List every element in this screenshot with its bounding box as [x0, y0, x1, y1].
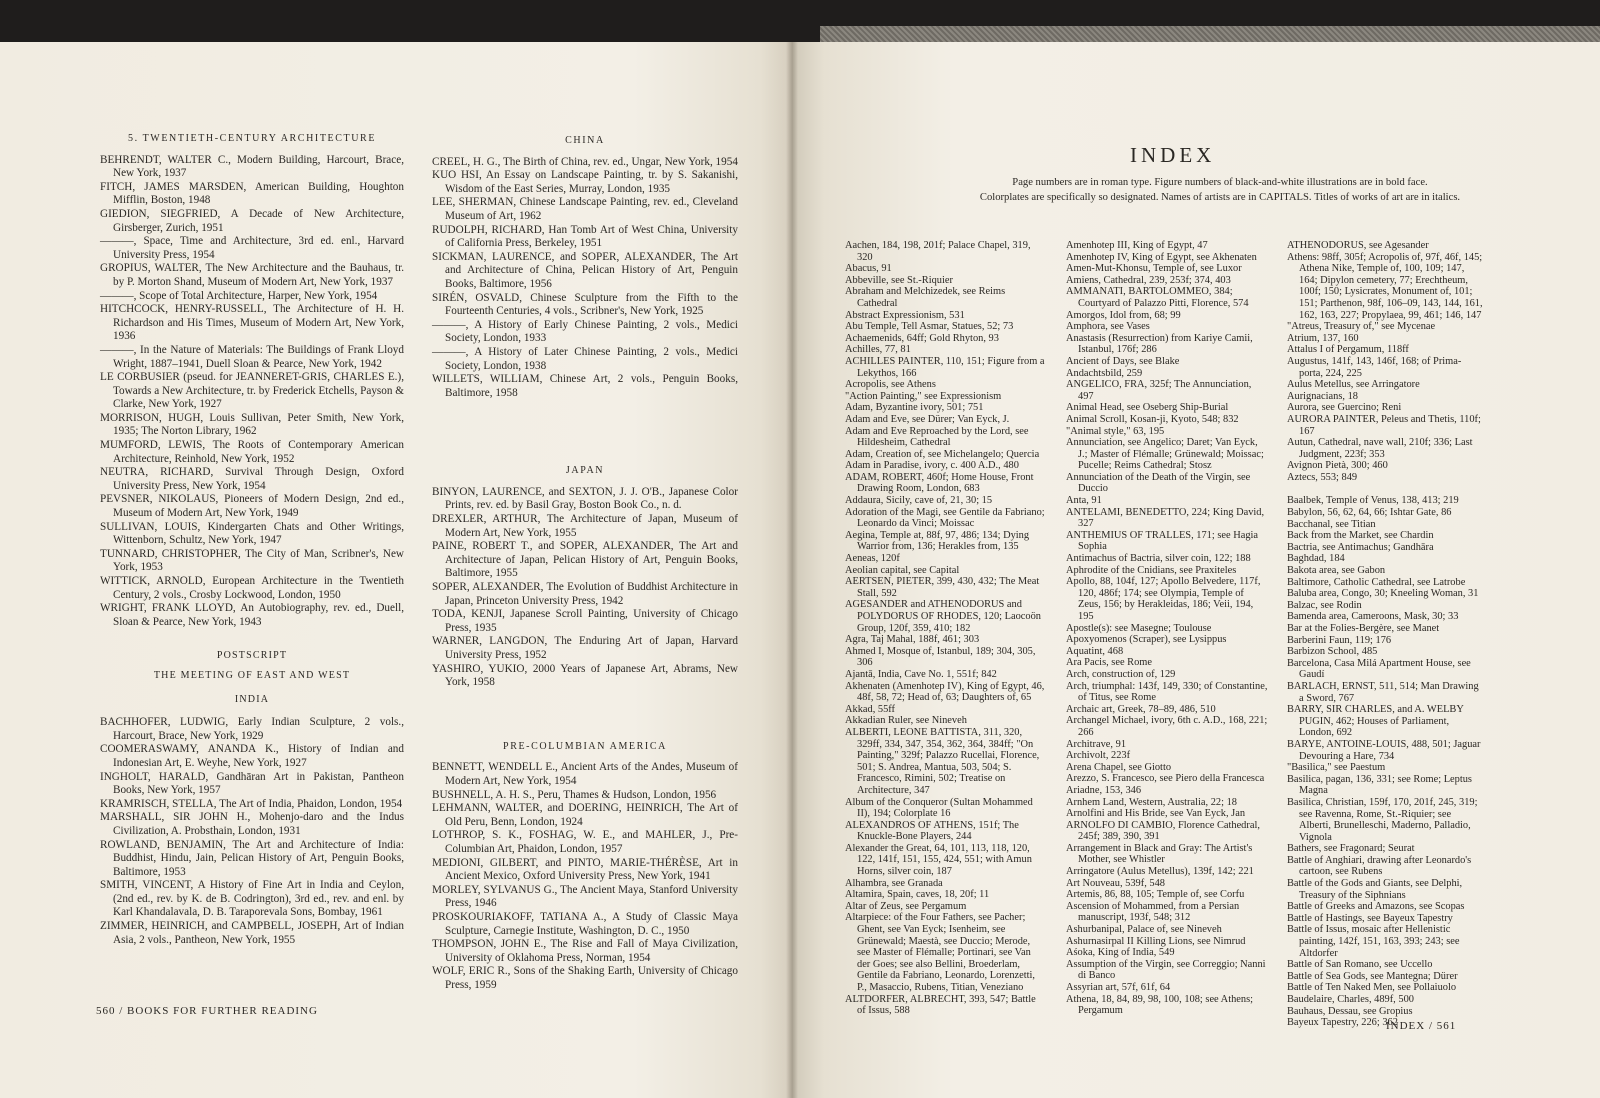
bibliography-entry: WRIGHT, FRANK LLOYD, An Autobiography, rev. ed., Duell, Sloan & Pearce, New York, 1943: [100, 602, 404, 628]
section-title-japan: JAPAN: [565, 465, 605, 477]
bibliography-entry: GIEDION, SIEGFRIED, A Decade of New Architecture, Girsberger, Zurich, 1951: [100, 207, 404, 234]
index-entry: Archivolt, 223f: [1066, 750, 1131, 762]
index-entry: ANTHEMIUS OF TRALLES, 171; see Hagia Sophia: [1066, 529, 1259, 553]
index-entry: Baalbek, Temple of Venus, 138, 413; 219: [1287, 495, 1459, 507]
index-entry: Apoxyomenos (Scraper), see Lysippus: [1066, 634, 1227, 646]
bibliography-entry: LEHMANN, WALTER, and DOERING, HEINRICH, The Art of Old Peru, Benn, London, 1924: [432, 802, 738, 828]
index-entry: Animal Head, see Oseberg Ship-Burial: [1066, 402, 1229, 414]
index-entry: Addaura, Sicily, cave of, 21, 30; 15: [845, 495, 993, 507]
index-entry: AMMANATI, BARTOLOMMEO, 384; Courtyard of Palazzo Pitti, Florence, 574: [1066, 286, 1249, 309]
index-entry: Anta, 91: [1066, 495, 1102, 507]
bibliography-entry: TUNNARD, CHRISTOPHER, The City of Man, Scribner's, New York, 1953: [100, 547, 404, 574]
index-entry: ATHENODORUS, see Agesander: [1287, 240, 1429, 251]
index-entry: Abacus, 91: [845, 263, 892, 275]
bibliography-entry: PAINE, ROBERT T., and SOPER, ALEXANDER, The Art and Architecture of Japan, Pelican History of Art, Penguin Books, Baltimore, 1955: [432, 540, 738, 580]
bibliography-entry: LE CORBUSIER (pseud. for JEANNERET-GRIS, CHARLES E.), Towards a New Architecture, tr. by Frederick Etchells, Payson & Clarke, New York, 1927: [100, 371, 404, 411]
bibliography-entry: MORLEY, SYLVANUS G., The Ancient Maya, Stanford University Press, 1946: [432, 883, 738, 910]
index-entry: Battle of Greeks and Amazons, see Scopas: [1287, 901, 1465, 913]
index-entry: ALTDORFER, ALBRECHT, 393, 547; Battle of Issus, 588: [845, 993, 1036, 1017]
index-entry: BARRY, SIR CHARLES, and A. WELBY PUGIN, 462; Houses of Parliament, London, 692: [1287, 704, 1464, 739]
index-entry: ACHILLES PAINTER, 110, 151; Figure from a Lekythos, 166: [845, 355, 1045, 379]
bibliography-entry: SULLIVAN, LOUIS, Kindergarten Chats and Other Writings, Wittenborn, Schultz, New York, 1947: [100, 520, 404, 547]
index-entry: Bakota area, see Gabon: [1287, 565, 1386, 577]
bibliography-entry: ROWLAND, BENJAMIN, The Art and Architecture of India: Buddhist, Hindu, Jain, Pelican History of Art, Penguin Books, Baltimore, 1953: [100, 838, 404, 878]
bibliography-list-india: [100, 716, 404, 947]
index-entry: Baghdad, 184: [1287, 553, 1345, 565]
bibliography-entry: TODA, KENJI, Japanese Scroll Painting, University of Chicago Press, 1935: [432, 608, 738, 634]
index-entry: Barbizon School, 485: [1287, 646, 1378, 658]
index-entry: Acropolis, see Athens: [845, 379, 936, 391]
index-entry: Adam, Byzantine ivory, 501; 751: [845, 402, 984, 414]
bibliography-entry: ———, Space, Time and Architecture, 3rd ed. enl., Harvard University Press, 1954: [100, 235, 404, 261]
index-entry: Arringatore (Aulus Metellus), 139f, 142; 221: [1066, 866, 1254, 878]
bibliography-entry: INGHOLT, HARALD, Gandhāran Art in Pakistan, Pantheon Books, New York, 1957: [100, 770, 404, 797]
index-entry: Altar of Zeus, see Pergamum: [845, 900, 967, 912]
bibliography-entry: ———, In the Nature of Materials: The Buildings of Frank Lloyd Wright, 1887–1941, Duell Sloan & Pearce, New York, 1942: [100, 343, 404, 370]
index-entry: ANTELAMI, BENEDETTO, 224; King David, 327: [1066, 506, 1265, 530]
bibliography-entry: ZIMMER, HEINRICH, and CAMPBELL, JOSEPH, Art of Indian Asia, 2 vols., Pantheon, New York, 1955: [100, 920, 404, 946]
bibliography-entry: BEHRENDT, WALTER C., Modern Building, Harcourt, Brace, New York, 1937: [100, 153, 404, 180]
bibliography-entry: WARNER, LANGDON, The Enduring Art of Japan, Harvard University Press, 1952: [432, 635, 738, 661]
index-entry: Antimachus of Bactria, silver coin, 122; 188: [1066, 553, 1251, 565]
section-subtitle-east-west: THE MEETING OF EAST AND WEST: [153, 669, 351, 681]
index-entry: Abraham and Melchizedek, see Reims Cathedral: [845, 286, 1006, 309]
index-entry: Adam in Paradise, ivory, c. 400 A.D., 480: [845, 460, 1019, 472]
section-title-india: INDIA: [234, 693, 270, 705]
index-entry: Altarpiece: of the Four Fathers, see Pacher; Ghent, see Van Eyck; Isenheim, see Grünewald; Maestà, see Duccio; Merode, see Master of Flémalle; Portinari, see Van der Goes; see also Bellini, Broederlam, Gentile da Fabriano, Leonardo, Lorenzetti, P., Masaccio, Rubens, Titian, Veneziano: [845, 912, 1036, 993]
index-entry: Arch, construction of, 129: [1066, 668, 1176, 680]
index-entry: Bathers, see Fragonard; Seurat: [1287, 843, 1415, 855]
index-entry: Arnhem Land, Western, Australia, 22; 18: [1066, 796, 1237, 808]
index-entry: Aquatint, 468: [1066, 645, 1124, 657]
bibliography-entry: SIRÉN, OSVALD, Chinese Sculpture from the Fifth to the Fourteenth Centuries, 4 vols., Scribner's, New York, 1925: [432, 291, 738, 318]
index-entry: Bamenda area, Cameroons, Mask, 30; 33: [1287, 611, 1459, 623]
index-entry: Abu Temple, Tell Asmar, Statues, 52; 73: [845, 321, 1014, 333]
index-entry: Amorgos, Idol from, 68; 99: [1066, 309, 1181, 321]
index-entry: Abstract Expressionism, 531: [845, 309, 965, 321]
index-entry: Bactria, see Antimachus; Gandhāra: [1287, 541, 1434, 553]
index-entry: Assumption of the Virgin, see Correggio; Nanni di Banco: [1066, 958, 1266, 982]
bibliography-entry: NEUTRA, RICHARD, Survival Through Design, Oxford University Press, New York, 1954: [100, 466, 404, 492]
bibliography-entry: PROSKOURIAKOFF, TATIANA A., A Study of Classic Maya Sculpture, Carnegie Institute, Washington, D. C., 1950: [432, 910, 738, 937]
bibliography-entry: WITTICK, ARNOLD, European Architecture in the Twentieth Century, 2 vols., Crosby Lockwood, London, 1950: [100, 575, 404, 601]
index-entry: Athena, 18, 84, 89, 98, 100, 108; see Athens; Pergamum: [1066, 993, 1254, 1017]
section-title-precolumbian: PRE-COLUMBIAN AMERICA: [503, 740, 667, 752]
index-entry: Attalus I of Pergamum, 118ff: [1287, 344, 1409, 356]
bibliography-entry: MORRISON, HUGH, Louis Sullivan, Peter Smith, New York, 1935; The Norton Library, 1962: [100, 411, 404, 438]
index-entry: "Animal style," 63, 195: [1066, 425, 1165, 437]
index-entry: ADAM, ROBERT, 460f; Home House, Front Drawing Room, London, 683: [845, 471, 1034, 495]
index-entry: Bar at the Folies-Bergère, see Manet: [1287, 623, 1440, 634]
index-entry: Aachen, 184, 198, 201f; Palace Chapel, 319, 320: [845, 240, 1031, 263]
bibliography-entry: BENNETT, WENDELL E., Ancient Arts of the Andes, Museum of Modern Art, New York, 1954: [432, 761, 738, 787]
section-title-china: CHINA: [565, 135, 605, 146]
index-entry: Aeneas, 120f: [845, 553, 900, 565]
index-entry: ALEXANDROS OF ATHENS, 151f; The Knuckle-Bone Players, 244: [845, 819, 1019, 843]
bibliography-entry: SICKMAN, LAURENCE, and SOPER, ALEXANDER, The Art and Architecture of China, Pelican History of Art, Penguin Books, Baltimore, 1956: [432, 250, 738, 290]
bibliography-entry: YASHIRO, YUKIO, 2000 Years of Japanese Art, Abrams, New York, 1958: [432, 662, 738, 689]
index-entry: Battle of Hastings, see Bayeux Tapestry: [1287, 912, 1453, 924]
index-entry: "Basilica," see Paestum: [1287, 762, 1386, 774]
bibliography-entry: SOPER, ALEXANDER, The Evolution of Buddhist Architecture in Japan, Princeton University Press, 1942: [432, 581, 738, 607]
index-entry: Adoration of the Magi, see Gentile da Fabriano; Leonardo da Vinci; Moissac: [845, 506, 1045, 530]
index-entry: "Action Painting," see Expressionism: [845, 390, 1002, 402]
bibliography-entry: WILLETS, WILLIAM, Chinese Art, 2 vols., Penguin Books, Baltimore, 1958: [432, 373, 738, 399]
index-entry: Babylon, 56, 62, 64, 66; Ishtar Gate, 86: [1287, 507, 1452, 519]
index-entry: Arnolfini and His Bride, see Van Eyck, Jan: [1066, 808, 1246, 820]
index-entry: Achaemenids, 64ff; Gold Rhyton, 93: [845, 332, 999, 344]
bibliography-entry: KUO HSI, An Essay on Landscape Painting, tr. by S. Sakanishi, Wisdom of the East Series, Murray, London, 1935: [432, 169, 738, 195]
bibliography-entry: LEE, SHERMAN, Chinese Landscape Painting, rev. ed., Cleveland Museum of Art, 1962: [432, 196, 738, 222]
bibliography-entry: LOTHROP, S. K., FOSHAG, W. E., and MAHLER, J., Pre-Columbian Art, Phaidon, London, 1957: [432, 829, 738, 855]
index-note-line-2: Colorplates are specifically so designated. Names of artists are in CAPITALS. Titles of works of art are in italics.: [979, 192, 1461, 203]
bibliography-entry: SMITH, VINCENT, A History of Fine Art in India and Ceylon, (2nd ed., rev. by K. de B. Codrington), 3rd ed., rev. and enl. by Karl Khandalavala, D. B. Taraporevala Sons, Bombay, 1961: [100, 879, 404, 919]
bibliography-list-precolumbian: [432, 761, 738, 992]
index-entry: BARYE, ANTOINE-LOUIS, 488, 501; Jaguar Devouring a Hare, 734: [1287, 738, 1481, 762]
index-entry: Annunciation, see Angelico; Daret; Van Eyck, J.; Master of Flémalle; Grünewald; Moissac; Pucelle; Reims Cathedral; Stosz: [1066, 437, 1264, 472]
bibliography-list-japan: [432, 486, 738, 690]
index-entry: Artemis, 86, 88, 105; Temple of, see Corfu: [1066, 889, 1245, 901]
bibliography-entry: BACHHOFER, LUDWIG, Early Indian Sculpture, 2 vols., Harcourt, Brace, New York, 1929: [100, 716, 404, 742]
index-entry: AGESANDER and ATHENODORUS and POLYDORUS OF RHODES, 120; Laocoön Group, 120f, 359, 410; 182: [845, 599, 1041, 634]
bibliography-entry: MUMFORD, LEWIS, The Roots of Contemporary American Architecture, Reinhold, New York, 1952: [100, 439, 404, 465]
index-entry: Avignon Pietà, 300; 460: [1287, 460, 1388, 472]
bibliography-entry: ———, A History of Later Chinese Painting, 2 vols., Medici Society, London, 1938: [432, 345, 738, 372]
bibliography-entry: GROPIUS, WALTER, The New Architecture and the Bauhaus, tr. by P. Morton Shand, Museum of Modern Art, New York, 1937: [100, 262, 404, 288]
index-entry: Adam, Creation of, see Michelangelo; Quercia: [845, 448, 1040, 460]
section-title-postscript: POSTSCRIPT: [216, 650, 288, 662]
index-entry: Battle of Sea Gods, see Mantegna; Dürer: [1287, 970, 1458, 982]
index-entry: Battle of the Gods and Giants, see Delphi, Treasury of the Siphnians: [1287, 878, 1463, 901]
index-entry: Ajantā, India, Cave No. 1, 551f; 842: [845, 668, 997, 680]
index-entry: Animal Scroll, Kosan-ji, Kyoto, 548; 832: [1066, 413, 1239, 425]
index-note-line-1: Page numbers are in roman type. Figure numbers of black-and-white illustrations are in bold face.: [1012, 177, 1428, 188]
index-column-1: [845, 240, 1045, 1017]
bibliography-entry: CREEL, H. G., The Birth of China, rev. ed., Ungar, New York, 1954: [432, 155, 738, 168]
index-entry: "Atreus, Treasury of," see Mycenae: [1287, 321, 1436, 333]
index-entry: Annunciation of the Death of the Virgin, see Duccio: [1066, 471, 1251, 495]
bibliography-entry: RUDOLPH, RICHARD, Han Tomb Art of West China, University of California Press, Berkeley, 1951: [432, 223, 738, 250]
index-entry: Adam and Eve, see Dürer; Van Eyck, J.: [845, 413, 1010, 425]
index-entry: Abbeville, see St.-Riquier: [845, 274, 953, 286]
index-entry: Aeolian capital, see Capital: [845, 564, 960, 576]
index-entry: Aurignacians, 18: [1287, 390, 1358, 402]
index-entry: Alhambra, see Granada: [845, 877, 943, 889]
bibliography-entry: WOLF, ERIC R., Sons of the Shaking Earth, University of Chicago Press, 1959: [432, 965, 738, 991]
index-entry: Aśoka, King of India, 549: [1066, 947, 1175, 959]
index-entry: Altamira, Spain, caves, 18, 20f; 11: [845, 889, 990, 901]
bibliography-entry: PEVSNER, NIKOLAUS, Pioneers of Modern Design, 2nd ed., Museum of Modern Art, New York, 1949: [100, 493, 404, 520]
index-entry: Ashurnasirpal II Killing Lions, see Nimrud: [1066, 935, 1246, 947]
left-folio: 560 / BOOKS FOR FURTHER READING: [96, 1005, 318, 1017]
index-entry: Art Nouveau, 539f, 548: [1066, 877, 1165, 889]
index-entry: Amenhotep III, King of Egypt, 47: [1066, 240, 1208, 251]
index-entry: Amenhotep IV, King of Egypt, see Akhenaten: [1066, 251, 1257, 263]
index-entry: Anastasis (Resurrection) from Kariye Camii, Istanbul, 176f; 286: [1066, 332, 1253, 356]
bibliography-entry: FITCH, JAMES MARSDEN, American Building, Houghton Mifflin, Boston, 1948: [100, 180, 404, 207]
index-entry: Ancient of Days, see Blake: [1066, 355, 1180, 367]
index-entry: Akkadian Ruler, see Nineveh: [845, 715, 967, 727]
index-column-2: [1066, 240, 1268, 1017]
index-entry: Andachtsbild, 259: [1066, 367, 1143, 379]
index-entry: Aphrodite of the Cnidians, see Praxiteles: [1066, 564, 1237, 576]
book-gutter: [786, 42, 798, 1098]
index-entry: Ariadne, 153, 346: [1066, 784, 1142, 796]
index-entry: Adam and Eve Reproached by the Lord, see Hildesheim, Cathedral: [845, 425, 1029, 449]
index-entry: Baudelaire, Charles, 489f, 500: [1287, 994, 1414, 1005]
index-entry: Augustus, 141f, 143, 146f, 168; of Prima-porta, 224, 225: [1287, 355, 1462, 379]
index-entry: Autun, Cathedral, nave wall, 210f; 336; Last Judgment, 223f; 353: [1287, 437, 1473, 460]
bibliography-entry: THOMPSON, JOHN E., The Rise and Fall of Maya Civilization, University of Oklahoma Press, Norman, 1954: [432, 938, 738, 964]
index-entry: ALBERTI, LEONE BATTISTA, 311, 320, 329ff, 334, 347, 354, 362, 364, 384ff; "On Painting," 329f; Palazzo Rucellai, Florence, 501; S. Andrea, Mantua, 503, 504; S. Francesco, Rimini, 502; Treatise on Architecture, 347: [845, 726, 1040, 796]
section-title-twentieth-century: 5. TWENTIETH-CENTURY ARCHITECTURE: [127, 133, 377, 144]
index-entry: Achilles, 77, 81: [845, 344, 911, 356]
index-entry: Basilica, pagan, 136, 331; see Rome; Leptus Magna: [1287, 773, 1472, 797]
index-entry: Arch, triumphal: 143f, 149, 330; of Constantine, of Titus, see Rome: [1066, 680, 1268, 704]
index-entry: Barberini Faun, 119; 176: [1287, 634, 1392, 646]
bibliography-entry: MARSHALL, SIR JOHN H., Mohenjo-daro and the Indus Civilization, A. Probsthain, London, 1931: [100, 811, 404, 837]
index-entry: Battle of San Romano, see Uccello: [1287, 959, 1433, 971]
index-entry: AERTSEN, PIETER, 399, 430, 432; The Meat Stall, 592: [845, 576, 1040, 599]
index-entry: Amphora, see Vases: [1066, 321, 1150, 333]
index-entry: Akhenaten (Amenhotep IV), King of Egypt, 46, 48f, 58, 72; Head of, 63; Daughters of, 65: [845, 680, 1045, 704]
right-folio: INDEX / 561: [1386, 1020, 1457, 1032]
bibliography-entry: BINYON, LAURENCE, and SEXTON, J. J. O'B., Japanese Color Prints, rev. ed. by Basil Gray, Boston Book Co., n. d.: [432, 485, 738, 512]
index-entry: Archangel Michael, ivory, 6th c. A.D., 168, 221; 266: [1066, 715, 1268, 738]
bibliography-entry: DREXLER, ARTHUR, The Architecture of Japan, Museum of Modern Art, New York, 1955: [432, 513, 738, 539]
index-entry: ARNOLFO DI CAMBIO, Florence Cathedral, 245f; 389, 390, 391: [1066, 819, 1260, 843]
index-entry: Ahmed I, Mosque of, Istanbul, 189; 304, 305, 306: [845, 645, 1036, 669]
bibliography-entry: KRAMRISCH, STELLA, The Art of India, Phaidon, London, 1954: [100, 797, 403, 810]
bibliography-entry: HITCHCOCK, HENRY-RUSSELL, The Architecture of H. H. Richardson and His Times, Museum of Modern Art, New York, 1936: [100, 303, 404, 343]
index-entry: Aztecs, 553; 849: [1287, 471, 1358, 483]
index-entry: BARLACH, ERNST, 511, 514; Man Drawing a Sword, 767: [1287, 680, 1479, 704]
index-entry: Ashurbanipal, Palace of, see Nineveh: [1066, 924, 1222, 936]
index-entry: Bacchanal, see Titian: [1287, 518, 1376, 530]
index-entry: Akkad, 55ff: [845, 703, 896, 715]
index-entry: Ascension of Mohammed, from a Persian manuscript, 193f, 548; 312: [1066, 900, 1240, 924]
index-entry: Battle of Anghiari, drawing after Leonardo's cartoon, see Rubens: [1287, 854, 1472, 878]
index-entry: Aegina, Temple at, 88f, 97, 486; 134; Dying Warrior from, 136; Herakles from, 135: [845, 529, 1030, 553]
index-entry: AURORA PAINTER, Peleus and Thetis, 110f; 167: [1287, 413, 1481, 437]
left-column-2: [432, 134, 738, 992]
bibliography-entry: ———, A History of Early Chinese Painting, 2 vols., Medici Society, London, 1933: [432, 318, 738, 345]
index-entry: Balzac, see Rodin: [1287, 599, 1362, 611]
bibliography-entry: MEDIONI, GILBERT, and PINTO, MARIE-THÉRÈSE, Art in Ancient Mexico, Oxford University Press, New York, 1941: [432, 856, 738, 883]
index-entry: Ara Pacis, see Rome: [1066, 657, 1152, 669]
index-entry: Arrangement in Black and Gray: The Artist's Mother, see Whistler: [1066, 842, 1253, 866]
index-entry: Baluba area, Congo, 30; Kneeling Woman, 31: [1287, 588, 1479, 600]
index-entry: Bayeux Tapestry, 226; 362: [1287, 1017, 1398, 1029]
index-title: INDEX: [1130, 143, 1216, 167]
bibliography-list-twentieth-century: [100, 154, 404, 630]
bibliography-list-china: [432, 156, 738, 401]
index-entry: ANGELICO, FRA, 325f; The Annunciation, 497: [1066, 379, 1252, 402]
index-entry: Baltimore, Catholic Cathedral, see Latrobe: [1287, 576, 1466, 588]
index-entry: Back from the Market, see Chardin: [1287, 530, 1434, 542]
index-entry: Arezzo, S. Francesco, see Piero della Francesca: [1066, 773, 1265, 785]
index-entry: Aulus Metellus, see Arringatore: [1287, 379, 1420, 391]
index-entry: Bauhaus, Dessau, see Gropius: [1287, 1005, 1413, 1017]
index-entry: Apostle(s): see Masegne; Toulouse: [1066, 622, 1212, 634]
bibliography-entry: ———, Scope of Total Architecture, Harper, New York, 1954: [100, 289, 378, 302]
index-entry: Battle of Ten Naked Men, see Pollaiuolo: [1287, 982, 1457, 994]
bibliography-entry: COOMERASWAMY, ANANDA K., History of Indian and Indonesian Art, E. Weyhe, New York, 1927: [100, 743, 404, 769]
index-entry: Alexander the Great, 64, 101, 113, 118, 120, 122, 141f, 151, 155, 424, 551; with Amun Horns, silver coin, 187: [845, 842, 1032, 878]
index-entry: Album of the Conqueror (Sultan Mohammed II), 194; Colorplate 16: [845, 796, 1033, 820]
index-entry: Architrave, 91: [1066, 738, 1127, 750]
index-entry: Assyrian art, 57f, 61f, 64: [1066, 982, 1171, 993]
bibliography-entry: BUSHNELL, A. H. S., Peru, Thames & Hudson, London, 1956: [432, 788, 717, 801]
index-entry: Agra, Taj Mahal, 188f, 461; 303: [845, 634, 980, 646]
index-entry: Apollo, 88, 104f, 127; Apollo Belvedere, 117f, 120, 486f; 174; see Olympia, Temple of Zeus, 156; by Herakleidas, 186; Veii, 194, 195: [1066, 576, 1261, 622]
index-entry: Basilica, Christian, 159f, 170, 201f, 245, 319; see Ravenna, Rome, St.-Riquier; see Alberti, Brunelleschi, Maderno, Palladio, Vignola: [1287, 796, 1478, 843]
index-entry: Barcelona, Casa Milá Apartment House, see Gaudí: [1287, 657, 1471, 681]
index-entry: Amen-Mut-Khonsu, Temple of, see Luxor: [1066, 263, 1242, 275]
left-column-1: [100, 132, 404, 947]
index-column-3: [1287, 240, 1483, 1029]
index-entry: Atrium, 137, 160: [1287, 332, 1359, 344]
index-entry: Athens: 98ff, 305f; Acropolis of, 97f, 46f, 145; Athena Nike, Temple of, 100, 109; 147, 164; Dipylon cemetery, 77; Erechtheum, 100f; 150; Lysicrates, Monument of, 101; 151; Parthenon, 98f, 106–09, 143, 144, 161, 162, 163, 227; Propylaea, 99, 461; 146, 147: [1287, 251, 1483, 321]
index-entry: Aurora, see Guercino; Reni: [1287, 402, 1402, 414]
index-entry: Arena Chapel, see Giotto: [1066, 761, 1172, 773]
index-entry: Archaic art, Greek, 78–89, 486, 510: [1066, 703, 1216, 715]
index-entry: Battle of Issus, mosaic after Hellenistic painting, 142f, 151, 163, 393; 243; see Altdorfer: [1287, 924, 1460, 959]
index-entry: Amiens, Cathedral, 239, 253f; 374, 403: [1066, 274, 1231, 286]
